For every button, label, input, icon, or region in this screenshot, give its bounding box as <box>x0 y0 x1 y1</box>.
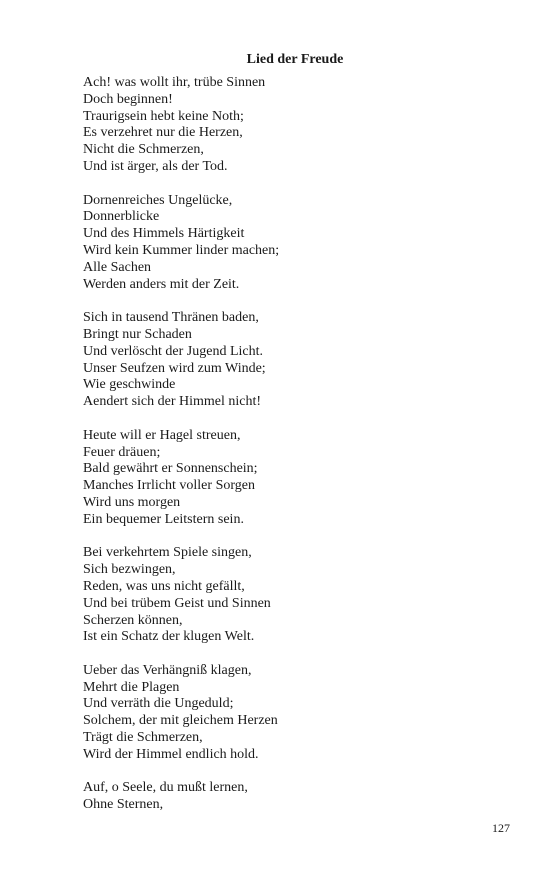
poem-line: Und des Himmels Härtigkeit <box>83 226 245 242</box>
stanza <box>83 193 503 294</box>
stanza <box>83 663 503 764</box>
poem-line: Scherzen können, <box>83 612 183 628</box>
stanza <box>83 310 503 411</box>
poem-line: Unser Seufzen wird zum Winde; <box>83 360 266 376</box>
poem-title: Lied der Freude <box>246 52 344 67</box>
poem-line: Wird uns morgen <box>83 494 181 510</box>
poem-line: Reden, was uns nicht gefällt, <box>83 578 245 594</box>
page-number: 127 <box>492 821 510 835</box>
poem-line: Ohne Sternen, <box>83 797 164 813</box>
poem-line: Traurigsein hebt keine Noth; <box>83 108 244 124</box>
poem-line: Heute will er Hagel streuen, <box>83 427 241 443</box>
poem-line: Donnerblicke <box>83 209 160 225</box>
poem-line: Ueber das Verhängniß klagen, <box>83 662 252 678</box>
poem-line: Bringt nur Schaden <box>83 326 192 342</box>
poem-line: Auf, o Seele, du mußt lernen, <box>83 780 248 796</box>
poem-line: Solchem, der mit gleichem Herzen <box>83 713 278 729</box>
poem-line: Alle Sachen <box>83 259 152 275</box>
poem-line: Doch beginnen! <box>83 91 173 107</box>
stanza <box>83 780 503 814</box>
poem-line: Bald gewährt er Sonnenschein; <box>83 461 258 477</box>
poem-line: Mehrt die Plagen <box>83 679 180 695</box>
poem-line: Es verzehret nur die Herzen, <box>83 125 243 141</box>
poem-line: Wird kein Kummer linder machen; <box>83 242 280 258</box>
poem-line: Und verräth die Ungeduld; <box>83 696 234 712</box>
poem-line: Sich bezwingen, <box>83 562 176 578</box>
poem-line: Aendert sich der Himmel nicht! <box>83 394 262 410</box>
poem-line: Dornenreiches Ungelücke, <box>83 192 233 208</box>
poem-line: Und ist ärger, als der Tod. <box>83 158 228 174</box>
poem-line: Wird der Himmel endlich hold. <box>83 746 259 762</box>
poem-line: Feuer dräuen; <box>83 444 161 460</box>
poem-line: Trägt die Schmerzen, <box>83 730 203 746</box>
poem-line: Und bei trübem Geist und Sinnen <box>83 595 271 611</box>
poem-line: Und verlöscht der Jugend Licht. <box>83 343 264 359</box>
poem-line: Bei verkehrtem Spiele singen, <box>83 545 252 561</box>
poem-line: Ach! was wollt ihr, trübe Sinnen <box>83 75 266 90</box>
poem-line: Sich in tausend Thränen baden, <box>83 310 259 326</box>
poem-line: Ist ein Schatz der klugen Welt. <box>83 629 255 645</box>
poem-line: Manches Irrlicht voller Sorgen <box>83 478 255 494</box>
stanza <box>83 428 503 529</box>
poem-line: Ein bequemer Leitstern sein. <box>83 511 244 527</box>
stanza <box>83 545 503 646</box>
poem-line: Wie geschwinde <box>83 377 176 393</box>
poem-body <box>83 75 503 831</box>
stanza <box>83 75 503 176</box>
poem-line: Nicht die Schmerzen, <box>83 142 204 158</box>
poem-line: Werden anders mit der Zeit. <box>83 276 240 292</box>
